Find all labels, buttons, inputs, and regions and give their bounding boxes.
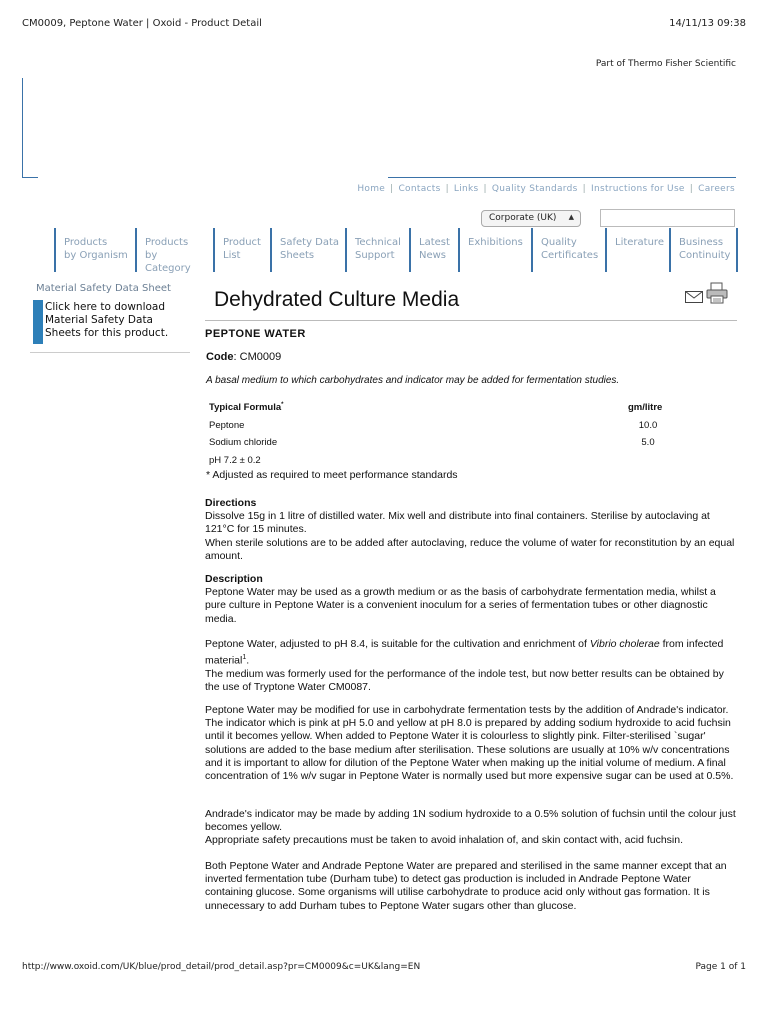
msds-download-link[interactable]: Click here to download Material Safety Data Sheets for this product. <box>45 301 169 339</box>
title-divider <box>205 320 737 321</box>
header-left-tick <box>22 177 38 178</box>
directions-text: Dissolve 15g in 1 litre of distilled water. Mix well and distribute into final containers. Sterilise by autoclaving at 121°C for 15 minutes. <box>205 510 710 536</box>
sidebar-divider <box>30 352 190 353</box>
description-paragraph-2: Peptone Water, adjusted to pH 8.4, is suitable for the cultivation and enrichment of Vibrio cholerae from infected material$^1$. The medium was formerly used for the performance of the indole test, but now better results can be obtained by the use of Tryptone Water CM0087. <box>205 638 724 694</box>
description-section <box>205 573 737 626</box>
top-links: Home | Contacts | Links | Quality Standards | Instructions for Use | Careers <box>357 184 735 194</box>
description-text: Peptone Water may be used as a growth medium or as the basis of carbohydrate fermentation media, whilst a pure culture in Peptone Water is a convenient inoculum for a series of fermentation tubes or other diagnostic media. <box>205 586 716 625</box>
top-link-careers[interactable]: Careers <box>698 184 735 194</box>
sidebar-accent-bar <box>33 300 43 344</box>
top-link-contacts[interactable]: Contacts <box>398 184 441 194</box>
description-paragraph-4: Andrade's indicator may be made by adding 1N sodium hydroxide to a 0.5% solution of fuchsin until the colour just becomes yellow. Appropriate safety precautions must be taken to avoid inhalation of, and skin contact with, acid fuchsin. <box>205 808 736 847</box>
page-title: Dehydrated Culture Media <box>214 288 460 311</box>
envelope-icon[interactable] <box>685 288 703 307</box>
formula-row-name: pH 7.2 ± 0.2 <box>209 455 261 466</box>
nav-end-divider <box>736 228 738 272</box>
sidebar-heading: Material Safety Data Sheet <box>36 283 171 294</box>
region-select-value: Corporate (UK) <box>489 213 557 223</box>
top-link-quality-standards[interactable]: Quality Standards <box>491 184 578 194</box>
nav-literature[interactable]: Literature <box>605 228 669 272</box>
header-left-rule <box>22 78 23 178</box>
product-code-value: CM0009 <box>239 351 282 363</box>
product-name: PEPTONE WATER <box>205 328 306 340</box>
printer-icon[interactable] <box>706 282 728 308</box>
nav-safety-data-sheets[interactable]: Safety Data Sheets <box>270 228 345 272</box>
formula-note: * Adjusted as required to meet performance standards <box>206 469 458 481</box>
description-paragraph-5: Both Peptone Water and Andrade Peptone Water are prepared and sterilised in the same manner except that an inverted fermentation tube (Durham tube) to detect gas production is included in Andrade Peptone Water containing glucose. Some organisms will utilise carbohydrate to produce acid only without gas formation. It is unnecessary to add Durham tubes to Peptone Water sugars other than glucose. <box>205 860 727 912</box>
formula-header: Typical Formula* <box>209 402 284 414</box>
search-input[interactable] <box>600 209 735 227</box>
chevron-updown-icon: ▲ <box>568 213 574 221</box>
reference-marker: 1 <box>242 654 247 662</box>
nav-business-continuity[interactable]: Business Continuity <box>669 228 736 272</box>
description-heading: Description <box>205 573 263 585</box>
description-paragraph-3: Peptone Water may be modified for use in carbohydrate fermentation tests by the addition of Andrade's indicator. The indicator which is pink at pH 5.0 and yellow at pH 8.0 is prepared by adding sodium hydroxide to acid fuchsin until it becomes yellow. When added to Peptone Water it is colourless to slightly pink. Filter-sterilised `sugar' solutions are added to the base medium after sterilisation. These solutions are usually at 10% w/v concentrations and it is important to allow for dilution of the Peptone Water when making up the initial volume of medium. A final concentration of 1% w/v sugar in Peptone Water is normally used but more expensive sugar can be used at 0.5%. <box>205 704 734 783</box>
brand-tagline: Part of Thermo Fisher Scientific <box>595 59 736 69</box>
top-link-links[interactable]: Links <box>453 184 479 194</box>
header-rule <box>388 177 736 178</box>
region-select[interactable] <box>481 210 581 227</box>
print-footer-url: http://www.oxoid.com/UK/blue/prod_detail/prod_detail.asp?pr=CM0009&c=UK&lang=EN <box>22 962 421 972</box>
nav-quality-certificates[interactable]: Quality Certificates <box>531 228 605 272</box>
formula-row-name: Peptone <box>209 420 245 431</box>
nav-exhibitions[interactable]: Exhibitions <box>458 228 531 272</box>
formula-row-value: 10.0 <box>638 420 658 431</box>
print-header-title: CM0009, Peptone Water | Oxoid - Product Detail <box>22 18 262 29</box>
product-code: Code: CM0009 <box>206 351 282 363</box>
print-header-datetime: 14/11/13 09:38 <box>669 18 746 29</box>
nav-products-by-organism[interactable]: Products by Organism <box>54 228 135 272</box>
directions-text: When sterile solutions are to be added after autoclaving, reduce the volume of water for reconstitution by an equal amount. <box>205 536 735 562</box>
organism-name: Vibrio cholerae <box>589 638 660 650</box>
top-link-home[interactable]: Home <box>357 184 386 194</box>
nav-latest-news[interactable]: Latest News <box>409 228 458 272</box>
directions-heading: Directions <box>205 497 257 509</box>
nav-products-by-category[interactable]: Products by Category <box>135 228 202 272</box>
nav-product-list[interactable]: Product List <box>213 228 270 272</box>
product-intro: A basal medium to which carbohydrates and indicator may be added for fermentation studies. <box>206 375 620 386</box>
print-footer-page: Page 1 of 1 <box>695 962 746 972</box>
directions-section <box>205 497 737 563</box>
top-link-instructions-for-use[interactable]: Instructions for Use <box>591 184 685 194</box>
formula-unit-header: gm/litre <box>628 402 663 413</box>
formula-row-name: Sodium chloride <box>209 437 278 448</box>
formula-row-value: 5.0 <box>641 437 655 448</box>
nav-technical-support[interactable]: Technical Support <box>345 228 409 272</box>
